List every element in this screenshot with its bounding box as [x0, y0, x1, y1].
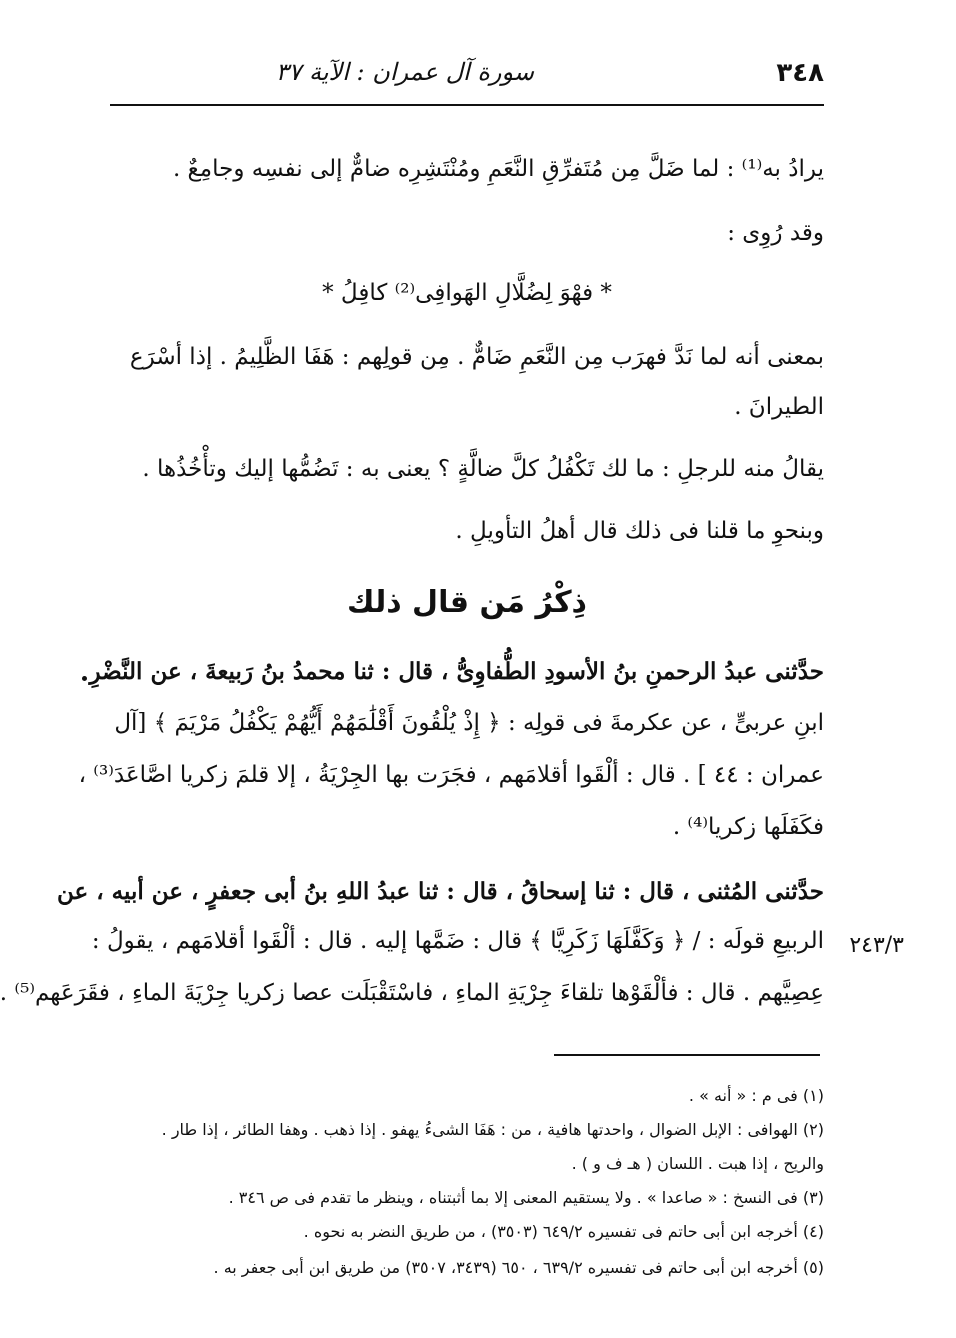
section-heading: ذِكْرُ مَن قال ذلك [347, 585, 587, 620]
text-line: حدَّثنى المُثنى ، قال : ثنا إسحاقُ ، قال : ثنا عبدُ اللهِ بنُ أبى جعفرٍ ، عن أبيه ، عن [57, 878, 824, 905]
text-line: عِصِيَّهم . قال : فألْقَوْها تلقاءَ جِرْيَةِ الماءِ ، فاسْتَقْبَلَت عصا زكريا جِرْيَةَ الماءِ ، فقَرَعَهم⁽⁵⁾ . [0, 980, 824, 1006]
text-line: حدَّثنى عبدُ الرحمنِ بنُ الأسودِ الطُّفاوِىُّ ، قال : ثنا محمدُ بنُ رَبيعةَ ، عن النَّضْرِ [89, 658, 824, 685]
text-line: يرادُ به⁽¹⁾ : لما ضَلَّ مِن مُتَفرِّقِ النَّعَمِ ومُنْتَشِرِه ضامٌّ إلى نفسِه وجامِعٌ . [172, 156, 824, 182]
text-line: وقد رُوِى : [727, 220, 824, 246]
footnote: (٤) أخرجه ابن أبى حاتم فى تفسيره ٦٤٩/٢ (٣٥٠٣) ، من طريق النضر به نحوه . [303, 1222, 824, 1241]
footnote: (٥) أخرجه ابن أبى حاتم فى تفسيره ٦٣٩/٢ ، ٦٥٠ (٣٤٣٩، ٣٥٠٧) من طريق ابن أبى جعفر به . [213, 1258, 824, 1277]
text-line: عمران : ٤٤ ] . قال : ألْقَوا أقلامَهم ، فجَرَت بها الجِرْيَةُ ، إلا قلمَ زكريا اصَّاعَدَ⁽³⁾ ، [78, 762, 824, 788]
verse-line: * فهْوَ لِضُلَّالِ الهَوافِى⁽²⁾ كافِلُ * [322, 280, 612, 306]
footnote: (٢) الهوافى : الإبل الضوال ، واحدتها هافية ، من : هَفَا الشىءُ يهفو . إذا ذهب . وهفا الطائر ، إذا طار . [161, 1120, 824, 1139]
text-line: ابنِ عربىٍّ ، عن عكرمةَ فى قولِه : ﴿ إِذْ يُلْقُونَ أَقْلَٰمَهُمْ أَيُّهُمْ يَكْفُلُ مَرْيَمَ ﴾ [آل [114, 710, 824, 736]
text-line: الطيرانَ . [734, 394, 824, 420]
footnote: (١) فى م : « أنه » . [688, 1086, 824, 1105]
page-number: ٣٤٨ [776, 58, 824, 88]
footnote: (٣) فى النسخ : « صاعدا » . ولا يستقيم المعنى إلا بما أثبتناه ، وينظر ما تقدم فى ص ٣٤٦ . [228, 1188, 824, 1207]
text-line: بمعنى أنه لما نَدَّ فهرَب مِن النَّعَمِ ضَامٌّ . مِن قولِهم : هَفَا الظَّلِيمُ . إذا أسْرَع [129, 344, 824, 370]
text-line: الربيعِ قولَه : / ﴿ وَكَفَّلَهَا زَكَرِيَّا ﴾ قال : ضَمَّها إليه . قال : ألْقَوا أقلامَهم ، يقولُ : [91, 928, 824, 954]
margin-volume-page-reference: ٢٤٣/٣ [849, 933, 904, 958]
margin-marker-dot [82, 676, 87, 681]
text-line: يقالُ منه للرجلِ : ما لك تَكْفُلُ كلَّ ضالَّةٍ ؟ يعنى به : تَضُمُّها إليك وتأْخُذُها . [142, 456, 824, 482]
text-line: فكَفَلَها زكريا⁽⁴⁾ . [672, 814, 824, 840]
running-title: سورة آل عمران : الآية ٣٧ [275, 58, 534, 86]
footnote: والريح ، إذا هبت . اللسان ( هـ ف و ) . [571, 1154, 824, 1173]
text-line: وبنحوِ ما قلنا فى ذلك قال أهلُ التأويلِ . [455, 518, 824, 544]
